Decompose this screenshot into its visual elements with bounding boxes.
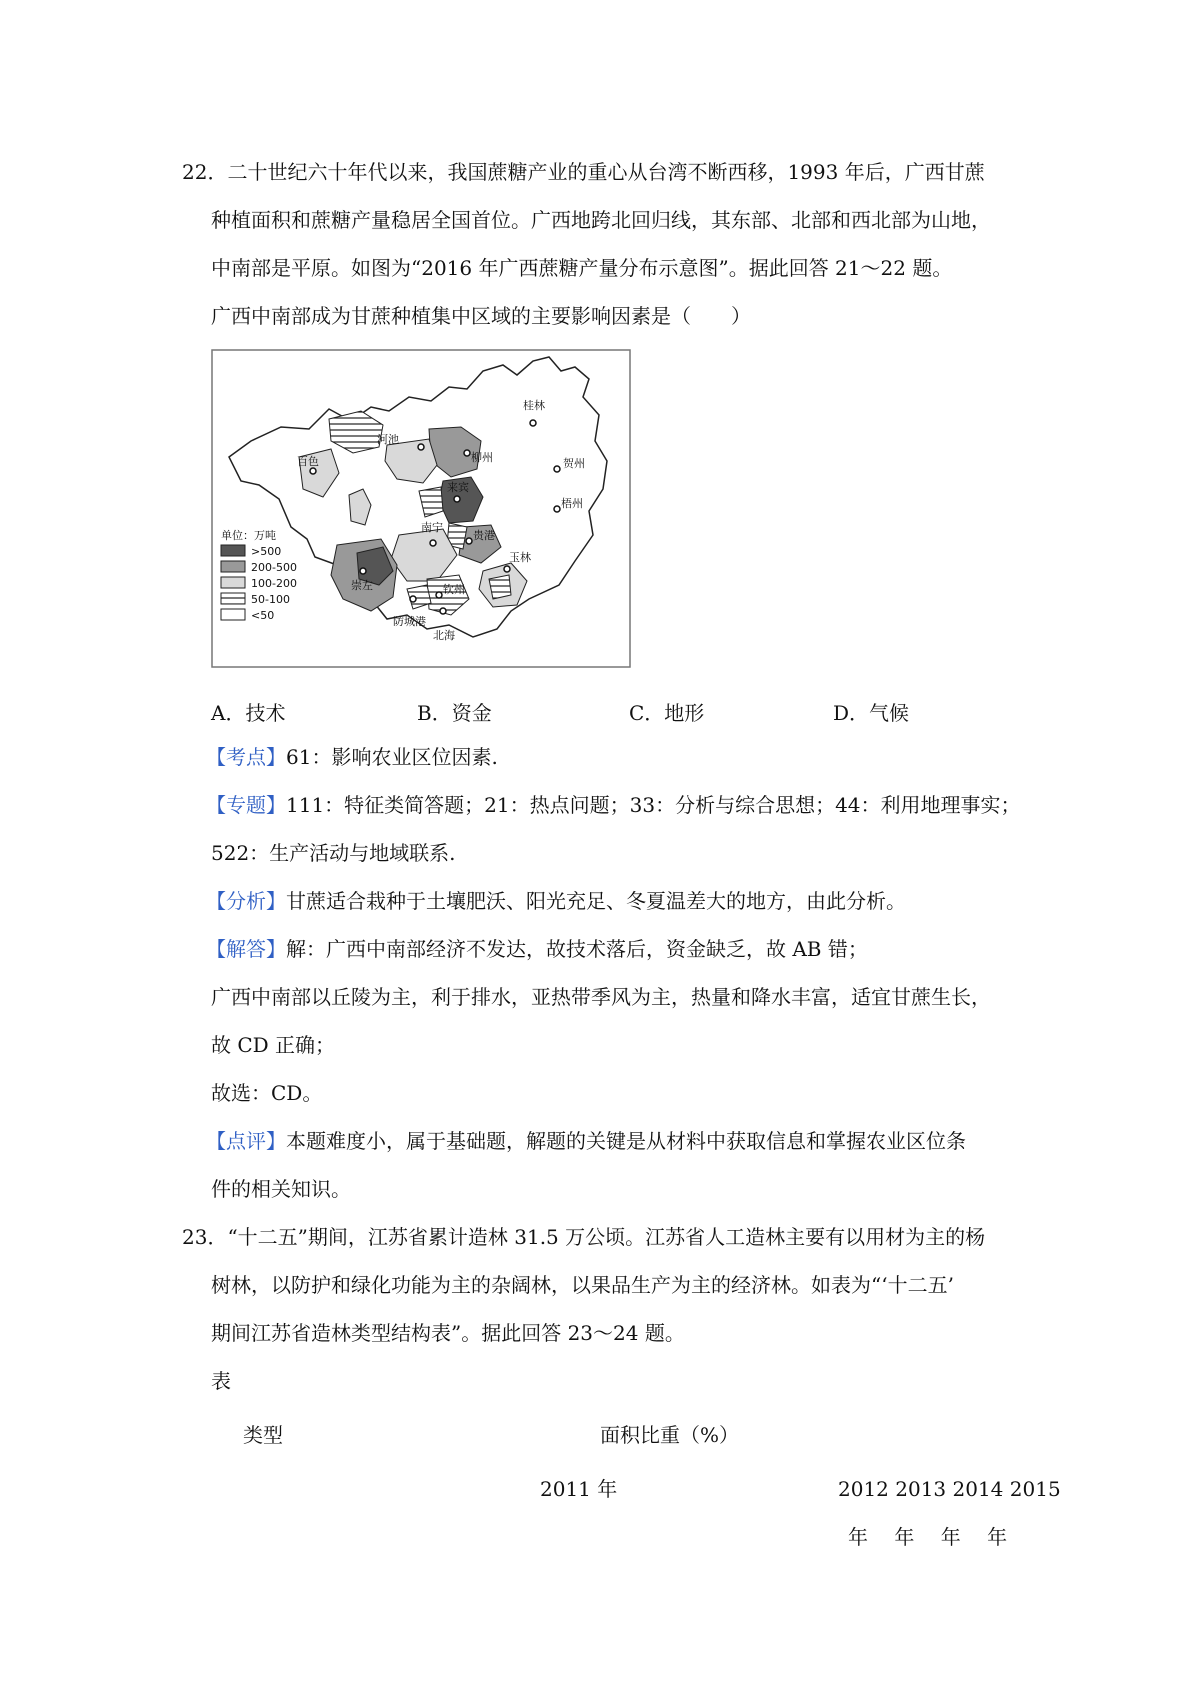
table-year-2011: 2011 年: [540, 1477, 618, 1501]
option-d: D．气候: [833, 701, 910, 725]
legend-swatch-2: [221, 561, 245, 572]
kaodian-tag: 【考点】: [206, 745, 286, 769]
legend-swatch-1: [221, 545, 245, 556]
table-years-rest: 2012 2013 2014 2015: [838, 1477, 1061, 1501]
dianping-line-1: [206, 1129, 966, 1153]
jieda-line-1: [206, 937, 868, 961]
option-c: C．地形: [629, 701, 705, 725]
city-label: 北海: [433, 629, 455, 642]
option-b: B．资金: [417, 701, 492, 725]
dianping-text-1: 本题难度小，属于基础题，解题的关键是从材料中获取信息和掌握农业区位条: [286, 1129, 966, 1153]
city-label: 崇左: [351, 579, 373, 592]
table-col-area: 面积比重（%）: [600, 1423, 740, 1447]
zhuanti-tag: 【专题】: [206, 793, 286, 817]
q22-stem-line-1: 22．二十世纪六十年代以来，我国蔗糖产业的重心从台湾不断西移，1993 年后，广西甘蔗: [182, 160, 985, 184]
fenxi-text: 甘蔗适合栽种于土壤肥沃、阳光充足、冬夏温差大的地方，由此分析。: [286, 889, 906, 913]
q22-stem-line-4: 广西中南部成为甘蔗种植集中区域的主要影响因素是（ ）: [211, 304, 751, 328]
q23-stem-line-3: 期间江苏省造林类型结构表”。据此回答 23～24 题。: [211, 1321, 685, 1345]
legend-label: >500: [251, 545, 282, 558]
kaodian-line: [206, 745, 498, 769]
table-col-type: 类型: [243, 1423, 283, 1447]
city-label: 河池: [377, 433, 399, 446]
legend-swatch-5: [221, 609, 245, 620]
q23-stem-line-1: 23．“十二五”期间，江苏省累计造林 31.5 万公顷。江苏省人工造林主要有以用材为主的杨: [182, 1225, 986, 1249]
table-years-suffix: 年 年 年 年: [848, 1525, 1008, 1549]
zhuanti-text-1: 111：特征类简答题；21：热点问题；33：分析与综合思想；44：利用地理事实；: [286, 793, 1021, 817]
jieda-tag: 【解答】: [206, 937, 286, 961]
city-label: 百色: [297, 455, 319, 468]
fenxi-line: [206, 889, 906, 913]
legend-label: 50-100: [251, 593, 290, 606]
city-label: 玉林: [509, 551, 531, 564]
city-label: 防城港: [393, 615, 426, 628]
legend-label: 100-200: [251, 577, 297, 590]
table-label: 表: [211, 1369, 231, 1393]
fenxi-tag: 【分析】: [206, 889, 286, 913]
guangxi-sugar-map: [211, 349, 631, 668]
city-label: 钦州: [443, 583, 465, 596]
legend-label: <50: [251, 609, 275, 622]
q23-stem-line-2: 树林，以防护和绿化功能为主的杂阔林，以果品生产为主的经济林。如表为“‘十二五’: [211, 1273, 954, 1297]
city-label: 贵港: [473, 529, 495, 542]
legend-title: 单位：万吨: [221, 529, 276, 542]
dianping-line-2: 件的相关知识。: [211, 1177, 351, 1201]
city-label: 贺州: [563, 457, 585, 470]
jieda-text-1: 解：广西中南部经济不发达，故技术落后，资金缺乏，故 AB 错；: [286, 937, 868, 961]
jieda-line-4: 故选：CD。: [211, 1081, 323, 1105]
city-label: 来宾: [447, 481, 469, 494]
jieda-line-2: 广西中南部以丘陵为主，利于排水，亚热带季风为主，热量和降水丰富，适宜甘蔗生长，: [211, 985, 991, 1009]
legend-swatch-3: [221, 577, 245, 588]
legend-swatch-4: [221, 593, 245, 604]
zhuanti-line-2: 522：生产活动与地域联系.: [211, 841, 456, 865]
city-label: 南宁: [421, 521, 443, 534]
kaodian-text: 61：影响农业区位因素.: [286, 745, 498, 769]
q22-stem-line-3: 中南部是平原。如图为“2016 年广西蔗糖产量分布示意图”。据此回答 21～22 题。: [211, 256, 953, 280]
city-label: 梧州: [561, 497, 583, 510]
option-a: A．技术: [211, 701, 286, 725]
dianping-tag: 【点评】: [206, 1129, 286, 1153]
legend-label: 200-500: [251, 561, 297, 574]
city-label: 柳州: [471, 451, 493, 464]
zhuanti-line-1: [206, 793, 1021, 817]
q22-stem-line-2: 种植面积和蔗糖产量稳居全国首位。广西地跨北回归线，其东部、北部和西北部为山地，: [211, 208, 991, 232]
region-yulin-strip: [489, 575, 511, 599]
jieda-line-3: 故 CD 正确；: [211, 1033, 336, 1057]
city-label: 桂林: [523, 399, 545, 412]
